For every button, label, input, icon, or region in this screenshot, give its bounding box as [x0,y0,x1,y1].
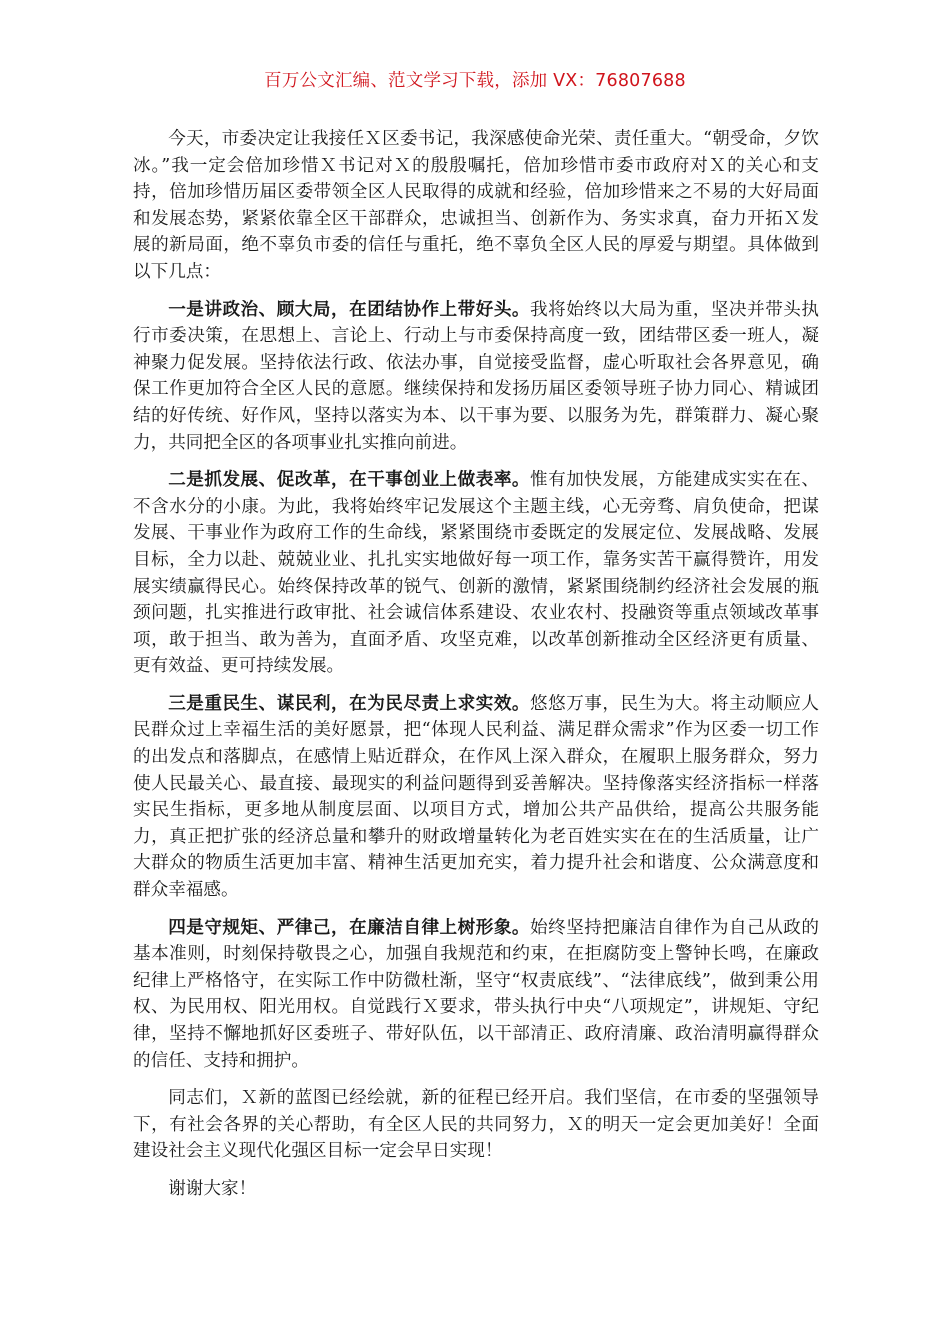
header-banner: 百万公文汇编、范文学习下载，添加 VX：76807688 [264,71,686,91]
paragraph-point-four [133,915,819,1075]
paragraph-text: 谢谢大家！ [168,1178,257,1199]
paragraph-point-three [133,691,819,904]
paragraph-text: 我将始终以大局为重，坚决并带头执行市委决策，在思想上、言论上、行动上与市委保持高度一致，团结带区委一班人，凝神聚力促发展。坚持依法行政、依法办事，自觉接受监督，虚心听取社会各界意见，确保工作更加符合全区人民的意愿。继续保持和发扬历届区委领导班子协力同心、精诚团结的好传统、好作风，坚持以落实为本、以干事为要、以服务为先，群策群力、凝心聚力，共同把全区的各项事业扎实推向前进。 [133,299,819,453]
paragraph-thanks [133,1176,819,1203]
paragraph-lead: 一是讲政治、顾大局，在团结协作上带好头。 [168,298,531,320]
paragraph-text: 悠悠万事，民生为大。将主动顺应人民群众过上幸福生活的美好愿景，把“体现人民利益、满足群众需求”作为区委一切工作的出发点和落脚点，在感情上贴近群众，在作风上深入群众，在履职上服务群众，努力使人民最关心、最直接、最现实的利益问题得到妥善解决。坚持像落实经济指标一样落实民生指标，更多地从制度层面、以项目方式，增加公共产品供给，提高公共服务能力，真正把扩张的经济总量和攀升的财政增量转化为老百姓实实在在的生活质量，让广大群众的物质生活更加丰富、精神生活更加充实，着力提升社会和谐度、公众满意度和群众幸福感。 [133,693,819,901]
paragraph-text: 始终坚持把廉洁自律作为自己从政的基本准则，时刻保持敬畏之心，加强自我规范和约束，在拒腐防变上警钟长鸣，在廉政纪律上严格恪守，在实际工作中防微杜渐，坚守“权责底线”、“法律底线”，做到秉公用权、为民用权、阳光用权。自觉践行Ｘ要求，带头执行中央“八项规定”，讲规矩、守纪律，坚持不懈地抓好区委班子、带好队伍，以干部清正、政府清廉、政治清明赢得群众的信任、支持和拥护。 [133,917,819,1071]
paragraph-closing [133,1085,819,1165]
paragraph-text: 惟有加快发展，方能建成实实在在、不含水分的小康。为此，我将始终牢记发展这个主题主线，心无旁骛、肩负使命，把谋发展、干事业作为政府工作的生命线，紧紧围绕市委既定的发展定位、发展战略、发展目标，全力以赴、兢兢业业、扎扎实实地做好每一项工作，靠务实苦干赢得赞许，用发展实绩赢得民心。始终保持改革的锐气、创新的激情，紧紧围绕制约经济社会发展的瓶颈问题，扎实推进行政审批、社会诚信体系建设、农业农村、投融资等重点领域改革事项，敢于担当、敢为善为，直面矛盾、攻坚克难，以改革创新推动全区经济更有质量、更有效益、更可持续发展。 [133,470,819,677]
paragraph-text: 同志们，Ｘ新的蓝图已经绘就，新的征程已经开启。我们坚信，在市委的坚强领导下，有社会各界的关心帮助，有全区人民的共同努力，Ｘ的明天一定会更加美好！全面建设社会主义现代化强区目标一定会早日实现！ [133,1088,819,1162]
speech-body [133,126,819,1214]
paragraph-point-one [133,297,819,457]
paragraph-lead: 三是重民生、谋民利，在为民尽责上求实效。 [168,692,531,714]
paragraph-point-two [133,467,819,680]
paragraph-intro [133,126,819,286]
paragraph-text: 今天，市委决定让我接任Ｘ区委书记，我深感使命光荣、责任重大。“朝受命，夕饮冰。”我一定会倍加珍惜Ｘ书记对Ｘ的殷殷嘱托，倍加珍惜市委市政府对Ｘ的关心和支持，倍加珍惜历届区委带领全区人民取得的成就和经验，倍加珍惜来之不易的大好局面和发展态势，紧紧依靠全区干部群众，忠诚担当、创新作为、务实求真，奋力开拓Ｘ发展的新局面，绝不辜负市委的信任与重托，绝不辜负全区人民的厚爱与期望。具体做到以下几点： [133,129,819,282]
paragraph-lead: 二是抓发展、促改革，在干事创业上做表率。 [168,469,531,491]
paragraph-lead: 四是守规矩、严律己，在廉洁自律上树形象。 [168,916,531,938]
